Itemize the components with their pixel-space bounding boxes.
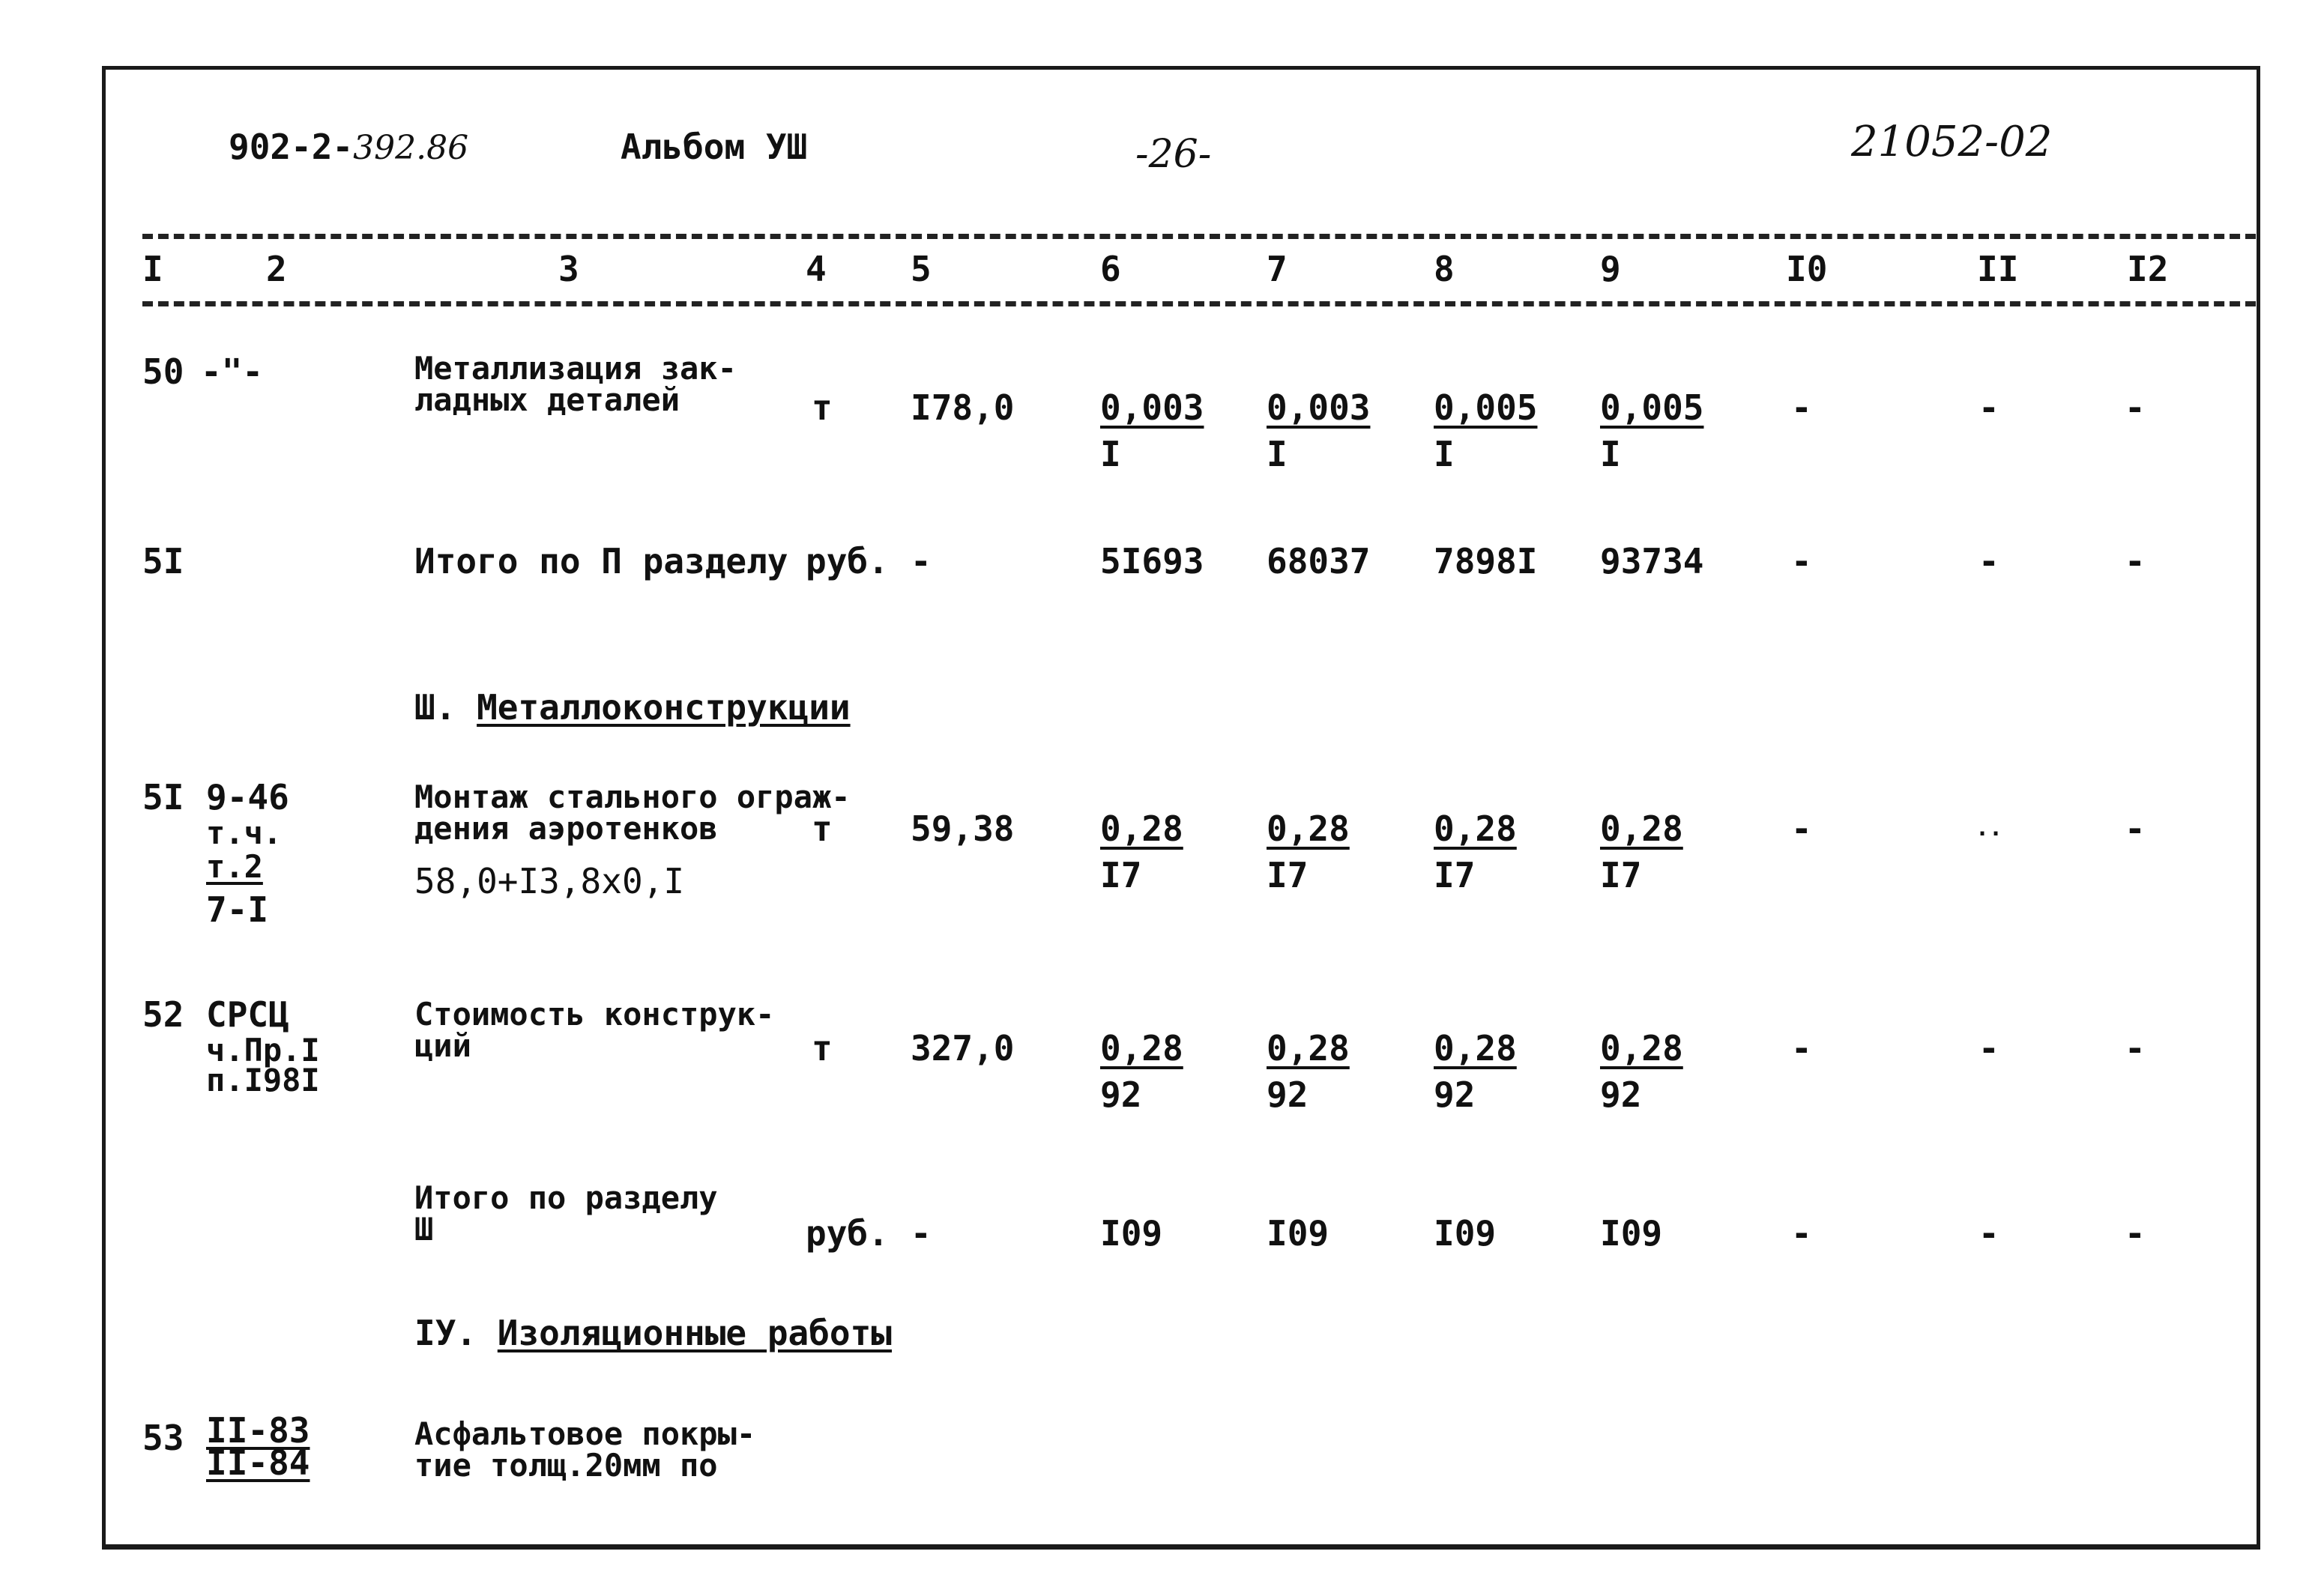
section-prefix: IУ. [414, 1313, 477, 1353]
row-number: 50 [142, 351, 184, 392]
column-header-12: I2 [2127, 249, 2169, 289]
row-value-col7: $\frac{0,28}{92}$ [1267, 1028, 1350, 1115]
row-value-col9: $\frac{0,28}{92}$ [1600, 1028, 1683, 1115]
row-price: 59,38 [911, 808, 1015, 849]
row-name-line-1: Стоимость конструк- [414, 996, 775, 1033]
column-header-10: I0 [1786, 249, 1828, 289]
row-name-line-3: 58,0+I3,8x0,I [414, 861, 685, 901]
row-value-col12: - [2125, 541, 2146, 581]
row-name-line-2: Ш [414, 1211, 434, 1248]
section-title: Металлоконструкции [477, 687, 851, 728]
column-header-5: 5 [911, 249, 932, 289]
row-unit: руб. [806, 1213, 889, 1254]
row-reference-line-2: II-84 [206, 1442, 310, 1483]
row-value-col7: $\frac{0,28}{I7}$ [1267, 808, 1350, 895]
row-value-col7: I09 [1267, 1213, 1329, 1254]
row-reference-line-1: II-83 [206, 1410, 310, 1451]
row-value-col12: - [2125, 808, 2146, 849]
row-number: 53 [142, 1418, 184, 1458]
row-value-col10: - [1791, 1028, 1812, 1068]
row-value-col12: - [2125, 1213, 2146, 1254]
column-header-8: 8 [1434, 249, 1455, 289]
row-value-col8: $\frac{0,28}{I7}$ [1434, 808, 1517, 895]
row-number: 5I [142, 541, 184, 581]
row-reference-line-1: СРСЦ [206, 994, 289, 1035]
column-header-7: 7 [1267, 249, 1288, 289]
row-value-col9: I09 [1600, 1213, 1663, 1254]
row-value-col8: $\frac{0,28}{92}$ [1434, 1028, 1517, 1115]
section-prefix: Ш. [414, 687, 456, 728]
row-name-line-1: Асфальтовое покры- [414, 1415, 756, 1452]
row-value-col11: - [1978, 541, 1999, 581]
row-name-line-2: ладных деталей [414, 381, 680, 418]
row-value-col9: $\frac{0,005}{I}$ [1600, 387, 1704, 474]
document-number: 21052-02 [1851, 118, 2053, 166]
row-value-col11: - [1978, 387, 1999, 428]
page-number: -26- [1135, 132, 1212, 177]
row-value-col6: I09 [1100, 1213, 1163, 1254]
row-name-line-2: тие толщ.20мм по [414, 1447, 718, 1484]
row-unit: т [812, 387, 833, 428]
row-reference-line-2: ч.Пр.I [206, 1032, 320, 1068]
row-value-col10: - [1791, 808, 1812, 849]
column-header-2: 2 [266, 249, 287, 289]
row-reference-line-3: п.I98I [206, 1062, 320, 1098]
row-price: - [911, 1213, 932, 1254]
row-value-col7: 68037 [1267, 541, 1371, 581]
column-header-9: 9 [1600, 249, 1621, 289]
row-unit: т [812, 808, 833, 849]
row-name-line-1: Монтаж стального ограж- [414, 779, 851, 815]
row-name: Итого по П разделу [414, 541, 788, 581]
section-heading [414, 1315, 892, 1351]
row-unit: руб. [806, 541, 889, 581]
row-reference: -"- [201, 351, 264, 392]
row-value-col8: 7898I [1434, 541, 1538, 581]
row-number: 52 [142, 994, 184, 1035]
header-rule-top [142, 234, 2256, 239]
column-header-6: 6 [1100, 249, 1121, 289]
row-value-col9: 93734 [1600, 541, 1704, 581]
row-reference-line-2: т.ч. [206, 814, 283, 851]
row-value-col6: 5I693 [1100, 541, 1204, 581]
row-value-col12: - [2125, 1028, 2146, 1068]
row-value-col11: .. [1975, 815, 2003, 841]
row-price: 327,0 [911, 1028, 1015, 1068]
column-header-11: II [1977, 249, 2019, 289]
row-value-col8: $\frac{0,005}{I}$ [1434, 387, 1538, 474]
project-code-typed: 902-2- [229, 127, 354, 167]
project-code-handwritten: 392.86 [353, 129, 469, 167]
column-header-1: I [142, 249, 163, 289]
project-code [229, 129, 468, 166]
row-name-line-2: ций [414, 1027, 471, 1064]
album-label: Альбом УШ [621, 127, 808, 167]
row-number: 5I [142, 777, 184, 817]
row-name-line-1: Итого по разделу [414, 1179, 718, 1216]
row-value-col10: - [1791, 541, 1812, 581]
row-reference-line-4: 7-I [206, 889, 269, 930]
row-value-col10: - [1791, 387, 1812, 428]
section-title: Изоляционные работы [497, 1313, 892, 1353]
row-value-col11: - [1978, 1028, 1999, 1068]
row-name-line-1: Металлизация зак- [414, 350, 737, 387]
row-value-col12: - [2125, 387, 2146, 428]
row-value-col6: $\frac{0,28}{92}$ [1100, 1028, 1183, 1115]
column-header-3: 3 [558, 249, 579, 289]
row-value-col7: $\frac{0,003}{I}$ [1267, 387, 1371, 474]
row-value-col9: $\frac{0,28}{I7}$ [1600, 808, 1683, 895]
row-value-col8: I09 [1434, 1213, 1497, 1254]
row-price: - [911, 541, 932, 581]
row-value-col11: - [1978, 1213, 1999, 1254]
section-heading [414, 687, 851, 728]
row-value-col6: $\frac{0,003}{I}$ [1100, 387, 1204, 474]
row-reference-line-3: т.2 [206, 848, 263, 885]
header-rule-bottom [142, 301, 2256, 306]
column-header-4: 4 [806, 249, 827, 289]
row-price: I78,0 [911, 387, 1015, 428]
row-name-line-2: дения аэротенков [414, 810, 718, 847]
row-value-col10: - [1791, 1213, 1812, 1254]
row-value-col6: $\frac{0,28}{I7}$ [1100, 808, 1183, 895]
row-reference-line-1: 9-46 [206, 777, 289, 817]
row-unit: т [812, 1028, 833, 1068]
